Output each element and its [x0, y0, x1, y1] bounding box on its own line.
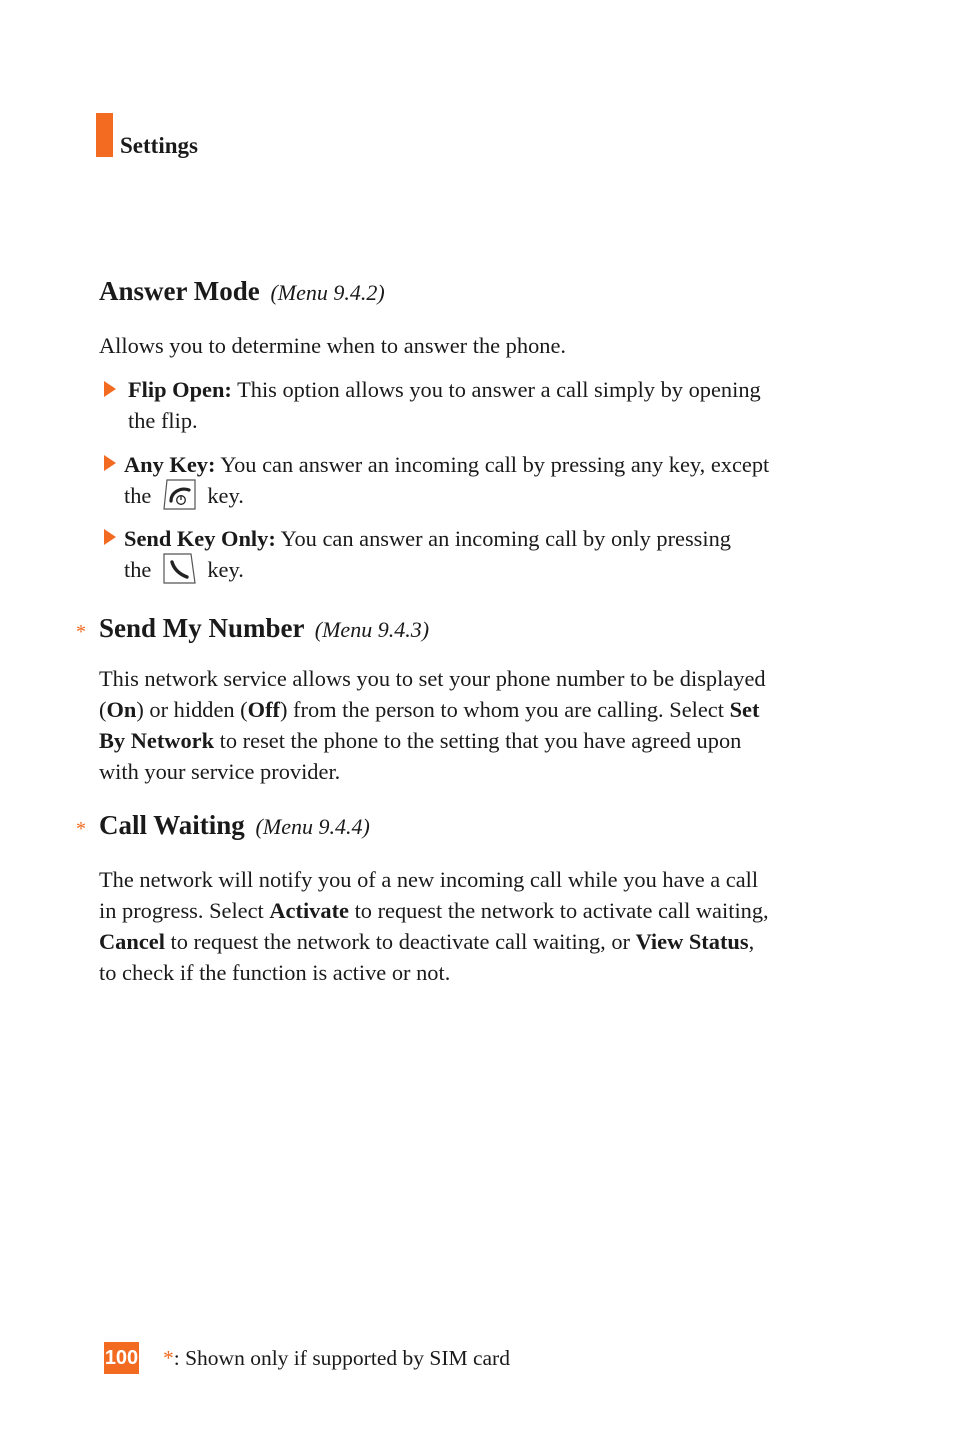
call-waiting-heading [99, 808, 370, 844]
send-key-only-line2 [124, 554, 244, 586]
send-my-number-body [99, 663, 766, 787]
bullet-arrow-icon [104, 455, 116, 471]
bullet-arrow-icon [104, 381, 116, 397]
send-key-only-label: Send Key Only: [124, 526, 276, 551]
call-waiting-line3: Cancel to request the network to deactivate call waiting, or View Status, [99, 929, 755, 954]
send-my-number-title: Send My Number [99, 613, 305, 643]
send-key-icon [161, 552, 197, 586]
any-key-text: You can answer an incoming call by pressing any key, except [215, 452, 770, 477]
footnote-asterisk: * [163, 1346, 174, 1370]
sim-dependent-asterisk: * [76, 621, 86, 643]
answer-mode-intro: Allows you to determine when to answer the phone. [99, 333, 566, 358]
section-title: Settings [120, 133, 198, 158]
footnote [163, 1343, 510, 1373]
send-my-number-line3: By Network to reset the phone to the setting that you have agreed upon [99, 728, 742, 753]
bullet-arrow-icon [104, 529, 116, 545]
any-key-line2 [124, 480, 244, 512]
any-key-line1 [124, 449, 769, 480]
send-my-number-menu-ref: (Menu 9.4.3) [314, 617, 430, 642]
sim-dependent-asterisk: * [76, 818, 86, 840]
send-my-number-heading [99, 611, 429, 647]
send-key-only-line1 [124, 523, 731, 554]
call-waiting-line1: The network will notify you of a new incoming call while you have a call [99, 867, 759, 892]
call-waiting-menu-ref: (Menu 9.4.4) [255, 814, 370, 839]
section-tab-marker [96, 113, 113, 157]
end-key-icon [161, 478, 197, 512]
call-waiting-title: Call Waiting [99, 810, 245, 840]
flip-open-text: This option allows you to answer a call simply by opening [231, 377, 761, 402]
flip-open-line1 [128, 374, 761, 405]
call-waiting-line2: in progress. Select Activate to request the network to activate call waiting, [99, 898, 769, 923]
send-key-only-text: You can answer an incoming call by only pressing [275, 526, 731, 551]
flip-open-label: Flip Open: [128, 377, 232, 402]
call-waiting-line4: to check if the function is active or not. [99, 960, 451, 985]
answer-mode-title: Answer Mode [99, 276, 260, 306]
answer-mode-menu-ref: (Menu 9.4.2) [270, 280, 385, 305]
send-key-post: key. [207, 557, 244, 582]
send-my-number-line2: (On) or hidden (Off) from the person to whom you are calling. Select Set [99, 697, 760, 722]
send-my-number-line1: This network service allows you to set your phone number to be displayed [99, 666, 766, 691]
call-waiting-body [99, 864, 769, 988]
send-my-number-line4: with your service provider. [99, 759, 341, 784]
answer-mode-heading [99, 274, 385, 310]
send-key-pre: the [124, 557, 152, 582]
any-key-pre: the [124, 483, 152, 508]
any-key-post: key. [207, 483, 244, 508]
footnote-text: : Shown only if supported by SIM card [173, 1346, 510, 1370]
page-number: 100 [104, 1342, 139, 1374]
flip-open-line2: the flip. [128, 408, 198, 433]
any-key-label: Any Key: [124, 452, 216, 477]
